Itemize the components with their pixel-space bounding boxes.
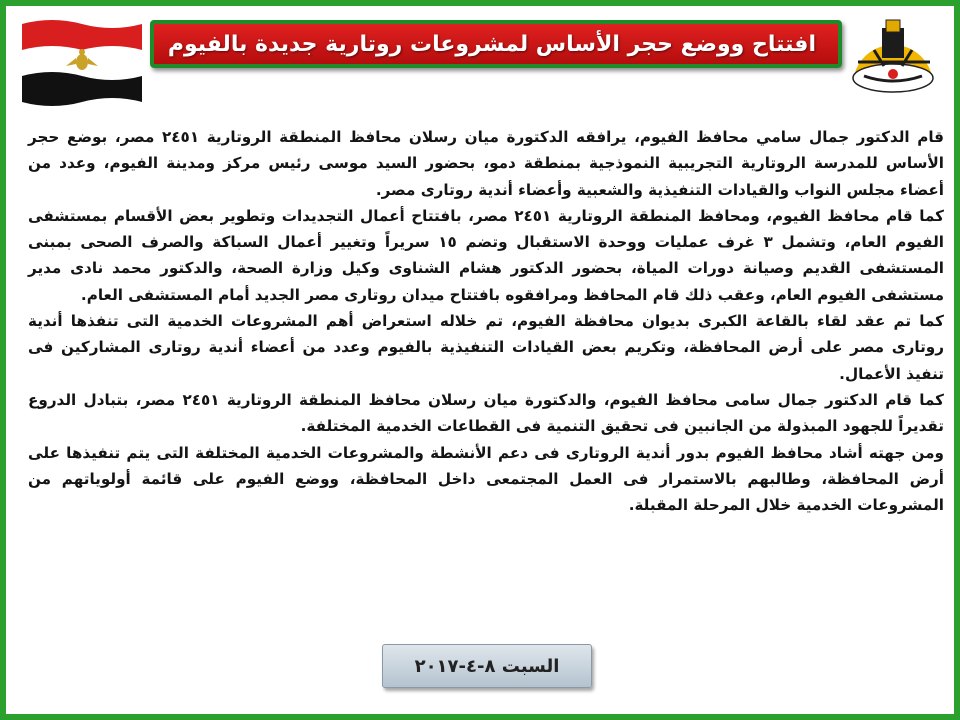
title-banner — [150, 20, 842, 68]
article-paragraph: كما قام الدكتور جمال سامى محافظ الفيوم، والدكتورة ميان رسلان محافظ المنطقة الروتارية ٢٤٥١ مصر، بتبادل الدروع تقديراً للجهود المبذولة من الجانبين فى تحقيق التنمية فى القطاعات الخدمية المختلفة. — [28, 390, 944, 436]
article-paragraph: كما تم عقد لقاء بالقاعة الكبرى بديوان محافظة الفيوم، تم خلاله استعراض أهم المشروعات الخدمية التى تنفذها أندية روتارى مصر على أرض المحافظة، وتكريم بعض القيادات التنفيذية بالفيوم وعدد من أعضاء أندية روتارى المشاركين فى تنفيذ الأعمال. — [28, 312, 944, 383]
egypt-flag-icon — [18, 14, 146, 106]
date-box — [382, 644, 592, 688]
article-paragraph: ومن جهته أشاد محافظ الفيوم بدور أندية الروتارى فى دعم الأنشطة والمشروعات الخدمية المختلفة التى يتم تنفيذها على أرض المحافظة، وطالبهم بالاستمرار فى العمل المجتمعى داخل المحافظة، ووضع الفيوم على قائمة أولوياتهم من المشروعات الخدمية خلال المرحلة المقبلة. — [28, 443, 944, 515]
fayoum-governorate-logo-icon — [844, 16, 942, 102]
article-paragraph: قام الدكتور جمال سامي محافظ الفيوم، يرافقه الدكتورة ميان رسلان محافظ المنطقة الروتارية ٢٤٥١ مصر، بوضع حجر الأساس للمدرسة الروتارية التجريبية النموذجية بمنطقة دمو، بحضور السيد موسى رئيس مركز ومدينة الفيوم، وعدد من أعضاء مجلس النواب والقيادات التنفيذية والشعبية وأعضاء أندية روتارى مصر. — [28, 128, 944, 199]
publish-date: السبت ٨-٤-٢٠١٧ — [414, 655, 560, 677]
article-body — [28, 124, 944, 518]
page-title: افتتاح ووضع حجر الأساس لمشروعات روتارية جديدة بالفيوم — [167, 31, 816, 57]
article-paragraph: كما قام محافظ الفيوم، ومحافظ المنطقة الروتارية ٢٤٥١ مصر، بافتتاح أعمال التجديدات وتطوير بعض الأقسام بمستشفى الفيوم العام، وتشمل ٣ غرف عمليات ووحدة الاستقبال وتضم ١٥ سريراً وتغيير أعمال السباكة والصرف الصحى بمبنى المستشفى القديم وصيانة دورات المياة، بحضور الدكتور هشام الشناوى وكيل وزارة الصحة، والدكتور محمد نادى مدير مستشفى الفيوم العام، وعقب ذلك قام المحافظ ومرافقوه بافتتاح ميدان روتارى مصر الجديد أمام المستشفى العام. — [28, 206, 944, 304]
page-frame — [6, 6, 954, 714]
